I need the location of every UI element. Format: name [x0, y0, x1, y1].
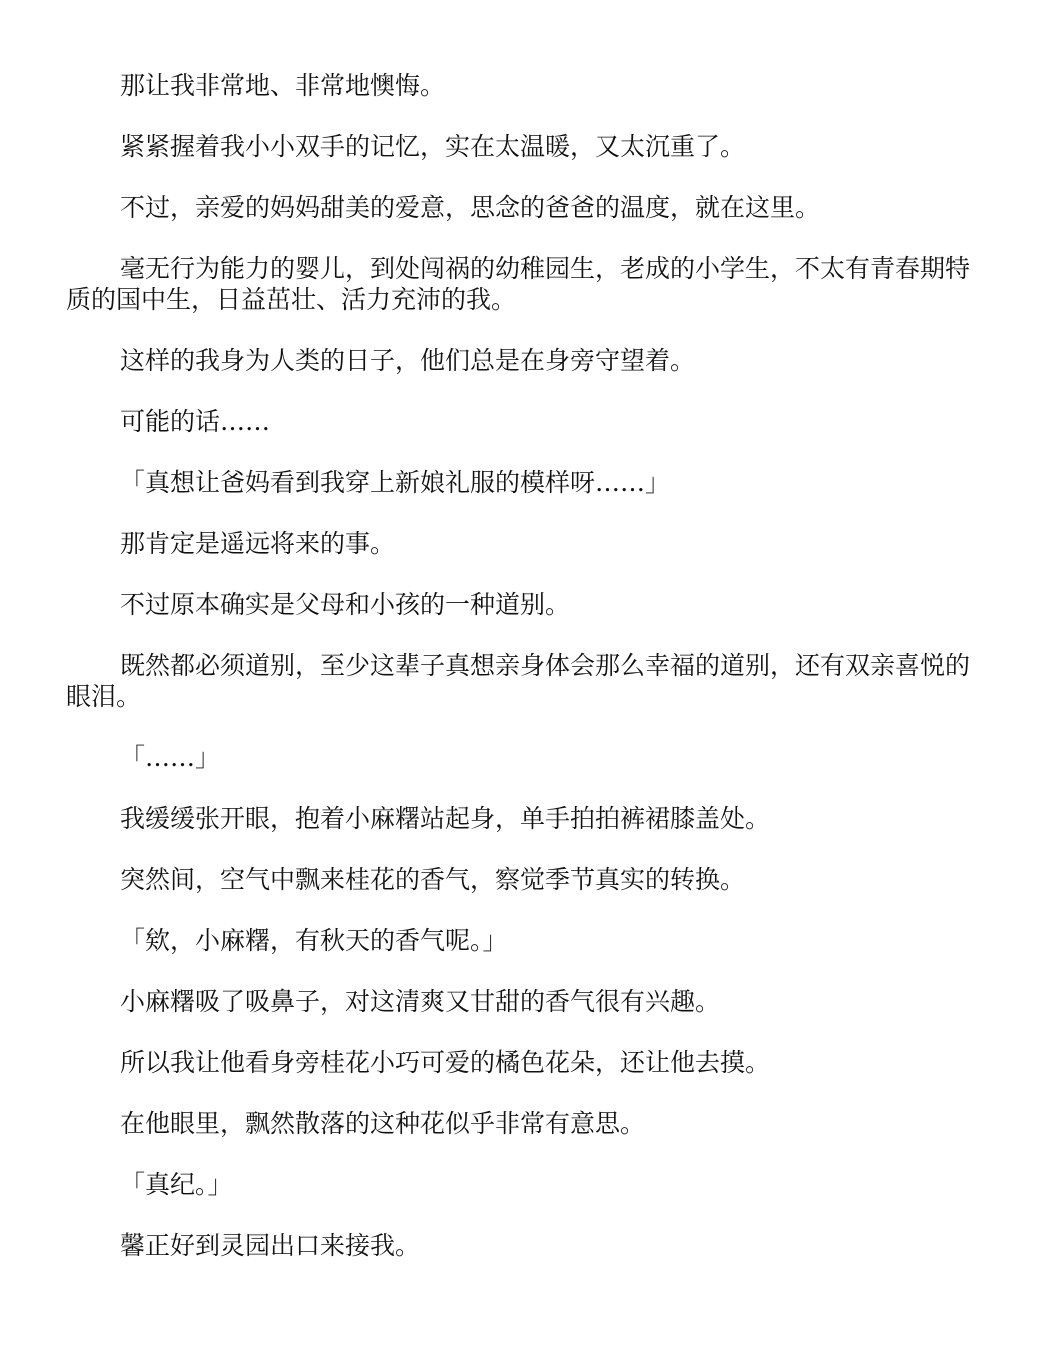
paragraph: 我缓缓张开眼，抱着小麻糬站起身，单手拍拍裤裙膝盖处。	[120, 804, 771, 833]
paragraph: 可能的话……	[120, 407, 271, 436]
paragraph: 所以我让他看身旁桂花小巧可爱的橘色花朵，还让他去摸。	[120, 1048, 771, 1077]
dialogue-paragraph: 「真纪。」	[120, 1170, 233, 1199]
paragraph: 突然间，空气中飘来桂花的香气，察觉季节真实的转换。	[120, 865, 746, 894]
paragraph: 这样的我身为人类的日子，他们总是在身旁守望着。	[120, 346, 696, 375]
paragraph: 紧紧握着我小小双手的记忆，实在太温暖，又太沉重了。	[120, 132, 746, 161]
paragraph: 馨正好到灵园出口来接我。	[120, 1231, 421, 1260]
paragraph: 小麻糬吸了吸鼻子，对这清爽又甘甜的香气很有兴趣。	[120, 987, 721, 1016]
paragraph: 不过原本确实是父母和小孩的一种道别。	[120, 590, 571, 619]
paragraph: 既然都必须道别，至少这辈子真想亲身体会那么幸福的道别，还有双亲喜悦的眼泪。	[66, 651, 971, 711]
paragraph: 那让我非常地、非常地懊悔。	[120, 71, 446, 100]
paragraph: 那肯定是遥远将来的事。	[120, 529, 396, 558]
paragraph: 在他眼里，飘然散落的这种花似乎非常有意思。	[120, 1109, 646, 1138]
dialogue-paragraph: 「真想让爸妈看到我穿上新娘礼服的模样呀……」	[120, 468, 671, 497]
paragraph: 不过，亲爱的妈妈甜美的爱意，思念的爸爸的温度，就在这里。	[120, 193, 821, 222]
dialogue-paragraph: 「欸，小麻糬，有秋天的香气呢。」	[120, 926, 508, 955]
document-page	[66, 70, 978, 1291]
dialogue-paragraph: 「……」	[120, 743, 221, 772]
paragraph: 毫无行为能力的婴儿，到处闯祸的幼稚园生，老成的小学生，不太有青春期特质的国中生，日益茁壮、活力充沛的我。	[66, 254, 971, 314]
